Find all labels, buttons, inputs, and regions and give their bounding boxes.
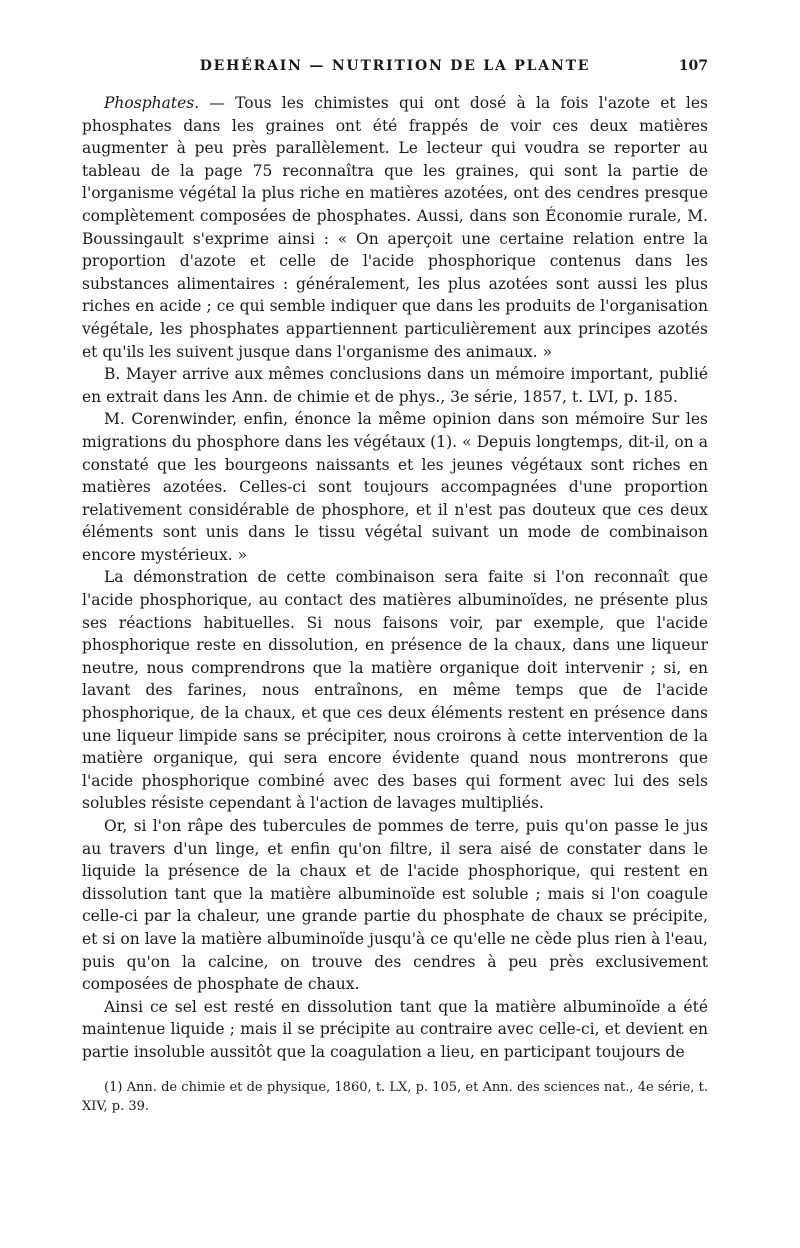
- paragraph-demonstration: La démonstration de cette combinaison sera faite si l'on reconnaît que l'acide phosphorique, au contact des matières albuminoïdes, ne présente plus ses réactions habituelles. Si nous faisons voir, par exemple, que l'acide phosphorique reste en dissolution, en présence de la chaux, dans une liqueur neutre, nous comprendrons que la matière organique doit intervenir ; si, en lavant des farines, nous entraînons, en même temps que de l'acide phosphorique, de la chaux, et que ces deux éléments restent en présence dans une liqueur limpide sans se précipiter, nous croirons à cette intervention de la matière organique, qui sera encore évidente quand nous montrerons que l'acide phosphorique combiné avec des bases qui forment avec lui des sels solubles résiste cependant à l'action de lavages multipliés.: [82, 568, 708, 813]
- paragraph-corenwinder: M. Corenwinder, enfin, énonce la même opinion dans son mémoire Sur les migrations du phosphore dans les végétaux (1). « Depuis longtemps, dit-il, on a constaté que les bourgeons naissants et les jeunes végétaux sont riches en matières azotées. Celles-ci sont toujours accompagnées d'une proportion relativement considérable de phosphore, et il n'est pas douteux que ces deux éléments sont unis dans le tissu végétal suivant un mode de combinaison encore mystérieux. »: [82, 410, 708, 564]
- paragraph-text: — Tous les chimistes qui ont dosé à la fois l'azote et les phosphates dans les graines ont été frappés de voir ces deux matières augmenter à peu près parallèlement. Le lecteur qui voudra se reporter au tableau de la page 75 reconnaîtra que les graines, qui sont la partie de l'organisme végétal la plus riche en matières azotées, ont des cendres presque complètement composées de phosphates. Aussi, dans son Économie rurale, M. Boussingault s'exprime ainsi : « On aperçoit une certaine relation entre la proportion d'azote et celle de l'acide phosphorique contenus dans les substances alimentaires : généralement, les plus azotées sont aussi les plus riches en acide ; ce qui semble indiquer que dans les produits de l'organisation végétale, les phosphates appartiennent particulièrement aux principes azotés et qu'ils les suivent jusque dans l'organisme des animaux. »: [82, 94, 708, 361]
- page-body: [82, 92, 708, 1064]
- section-lead: Phosphates.: [104, 94, 200, 112]
- running-title: DEHÉRAIN — NUTRITION DE LA PLANTE: [199, 58, 591, 74]
- running-head: [82, 58, 708, 82]
- paragraph-ainsi: Ainsi ce sel est resté en dissolution tant que la matière albuminoïde a été maintenue liquide ; mais il se précipite au contraire avec celle-ci, et devient en partie insoluble aussitôt que la coagulation a lieu, en participant toujours de: [82, 997, 708, 1061]
- paragraph-phosphates: [82, 92, 708, 363]
- paragraph-tubercules: Or, si l'on râpe des tubercules de pommes de terre, puis qu'on passe le jus au travers d'un linge, et enfin qu'on filtre, il sera aisé de constater dans le liquide la présence de la chaux et de l'acide phosphorique, qui restent en dissolution tant que la matière albuminoïde est soluble ; mais si l'on coagule celle-ci par la chaleur, une grande partie du phosphate de chaux se précipite, et si on lave la matière albuminoïde jusqu'à ce qu'elle ne cède plus rien à l'eau, puis qu'on la calcine, on trouve des cendres à peu près exclusivement composées de phosphate de chaux.: [82, 817, 708, 994]
- paragraph-mayer: B. Mayer arrive aux mêmes conclusions dans un mémoire important, publié en extrait dans les Ann. de chimie et de phys., 3e série, 1857, t. LVI, p. 185.: [82, 365, 708, 406]
- footnote: (1) Ann. de chimie et de physique, 1860, t. LX, p. 105, et Ann. des sciences nat., 4e série, t. XIV, p. 39.: [82, 1079, 708, 1114]
- footnotes: [82, 1078, 708, 1116]
- page-number: 107: [678, 58, 708, 74]
